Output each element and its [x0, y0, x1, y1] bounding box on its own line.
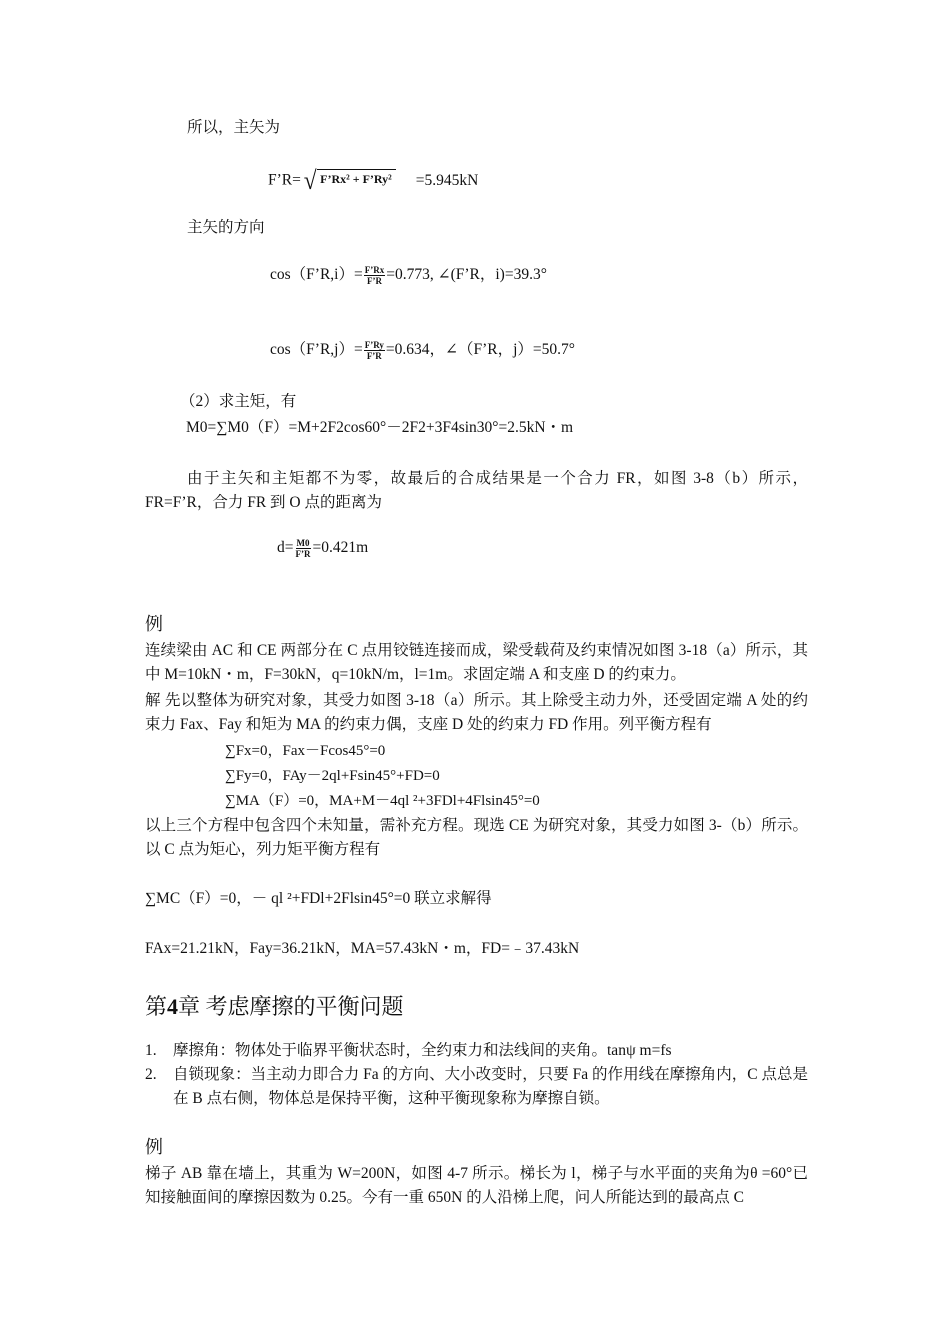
- equation-sum-ma: ∑MA（F）=0，MA+M－4ql ²+3FDl+4Flsin45°=0: [225, 793, 540, 809]
- formula-prefix: cos（F’R,i）=: [270, 266, 363, 283]
- example-1-problem: 连续梁由 AC 和 CE 两部分在 C 点用铰链连接而成，梁受载荷及约束情况如图 3-18（a）所示，其中 M=10kN・m，F=30kN，q=10kN/m，l=1m。求固定端 A 和支座 D 的约束力。: [145, 642, 808, 683]
- radicand: F’Rx² + F’Ry²: [317, 169, 396, 194]
- chapter-number: 4: [167, 994, 179, 1019]
- fraction-numerator: F’Rx: [364, 264, 385, 275]
- fraction: [364, 265, 386, 286]
- formula-result: =0.634，∠（F’R，j）=50.7°: [385, 341, 576, 358]
- formula-result: =0.421m: [312, 539, 369, 556]
- paragraph-direction-intro: 主矢的方向: [187, 219, 265, 236]
- formula-prefix: d=: [277, 539, 294, 556]
- paragraph-main-moment-intro: （2）求主矩，有: [180, 393, 297, 410]
- formula-resultant-magnitude: [268, 168, 478, 194]
- example-1-solution: 解 先以整体为研究对象，其受力如图 3-18（a）所示。其上除受主动力外，还受固定端 A 处的约束力 Fax、Fay 和矩为 MA 的约束力偶，支座 D 处的约束力 FD 作用。列平衡方程有: [145, 692, 808, 733]
- fraction-numerator: M0: [296, 537, 310, 548]
- list-item-text: 自锁现象：当主动力即合力 Fa 的方向、大小改变时，只要 Fa 的作用线在摩擦角内，C 点总是在 B 点右侧，物体总是保持平衡，这种平衡现象称为摩擦自锁。: [173, 1066, 808, 1107]
- formula-cos-i: [270, 264, 547, 286]
- equation-sum-fy: ∑Fy=0，FAy－2ql+Fsin45°+FD=0: [225, 768, 440, 784]
- paragraph-main-vector-intro: 所以，主矢为: [187, 119, 281, 136]
- equation-sum-mc: ∑MC（F）=0，－ ql ²+FDl+2Flsin45°=0 联立求解得: [145, 890, 492, 907]
- fraction-denominator: F’R: [295, 548, 311, 559]
- fraction-denominator: F’R: [366, 275, 382, 286]
- chapter-heading: [145, 993, 404, 1021]
- formula-distance: [277, 537, 368, 559]
- chapter-prefix: 第: [145, 994, 168, 1019]
- formula-prefix: F’R=: [268, 171, 301, 189]
- formula-main-moment: M0=∑M0（F）=M+2F2cos60°－2F2+3F4sin30°=2.5kN・m: [186, 419, 574, 436]
- fraction: [295, 538, 312, 559]
- paragraph-resultant-force: 由于主矢和主矩都不为零，故最后的合成结果是一个合力 FR，如图 3-8（b）所示，FR=F’R，合力 FR 到 O 点的距离为: [145, 470, 808, 511]
- example-1-result: FAx=21.21kN，Fay=36.21kN，MA=57.43kN・m，FD=﹣37.43kN: [145, 940, 580, 957]
- example-label: 例: [145, 1137, 163, 1157]
- radical-sign: √: [303, 166, 317, 195]
- formula-prefix: cos（F’R,j）=: [270, 341, 363, 358]
- fraction-denominator: F’R: [366, 350, 382, 361]
- list-item-text: 摩擦角：物体处于临界平衡状态时，全约束力和法线间的夹角。tanψ m=fs: [173, 1042, 672, 1059]
- list-item-number: 2.: [145, 1066, 157, 1083]
- list-item: [145, 1039, 808, 1063]
- paragraph-supplement-equation: 以上三个方程中包含四个未知量，需补充方程。现选 CE 为研究对象，其受力如图 3-（b）所示。以 C 点为矩心，列力矩平衡方程有: [145, 817, 808, 858]
- list-item: [145, 1063, 808, 1111]
- formula-cos-j: [270, 339, 575, 361]
- list-item-number: 1.: [145, 1042, 157, 1059]
- fraction: [364, 340, 385, 361]
- sqrt-expression: [303, 168, 396, 194]
- formula-value: =5.945kN: [415, 171, 479, 189]
- equation-sum-fx: ∑Fx=0，Fax－Fcos45°=0: [225, 743, 386, 759]
- chapter-title: 章 考虑摩擦的平衡问题: [178, 994, 404, 1019]
- formula-result: =0.773, ∠(F’R，i)=39.3°: [386, 266, 547, 283]
- fraction-numerator: F’Ry: [364, 339, 384, 350]
- example-label: 例: [145, 614, 163, 634]
- example-2-problem: 梯子 AB 靠在墙上，其重为 W=200N，如图 4-7 所示。梯长为 l，梯子与水平面的夹角为θ =60°已知接触面间的摩擦因数为 0.25。今有一重 650N 的人沿梯上爬，问人所能达到的最高点 C: [145, 1165, 808, 1206]
